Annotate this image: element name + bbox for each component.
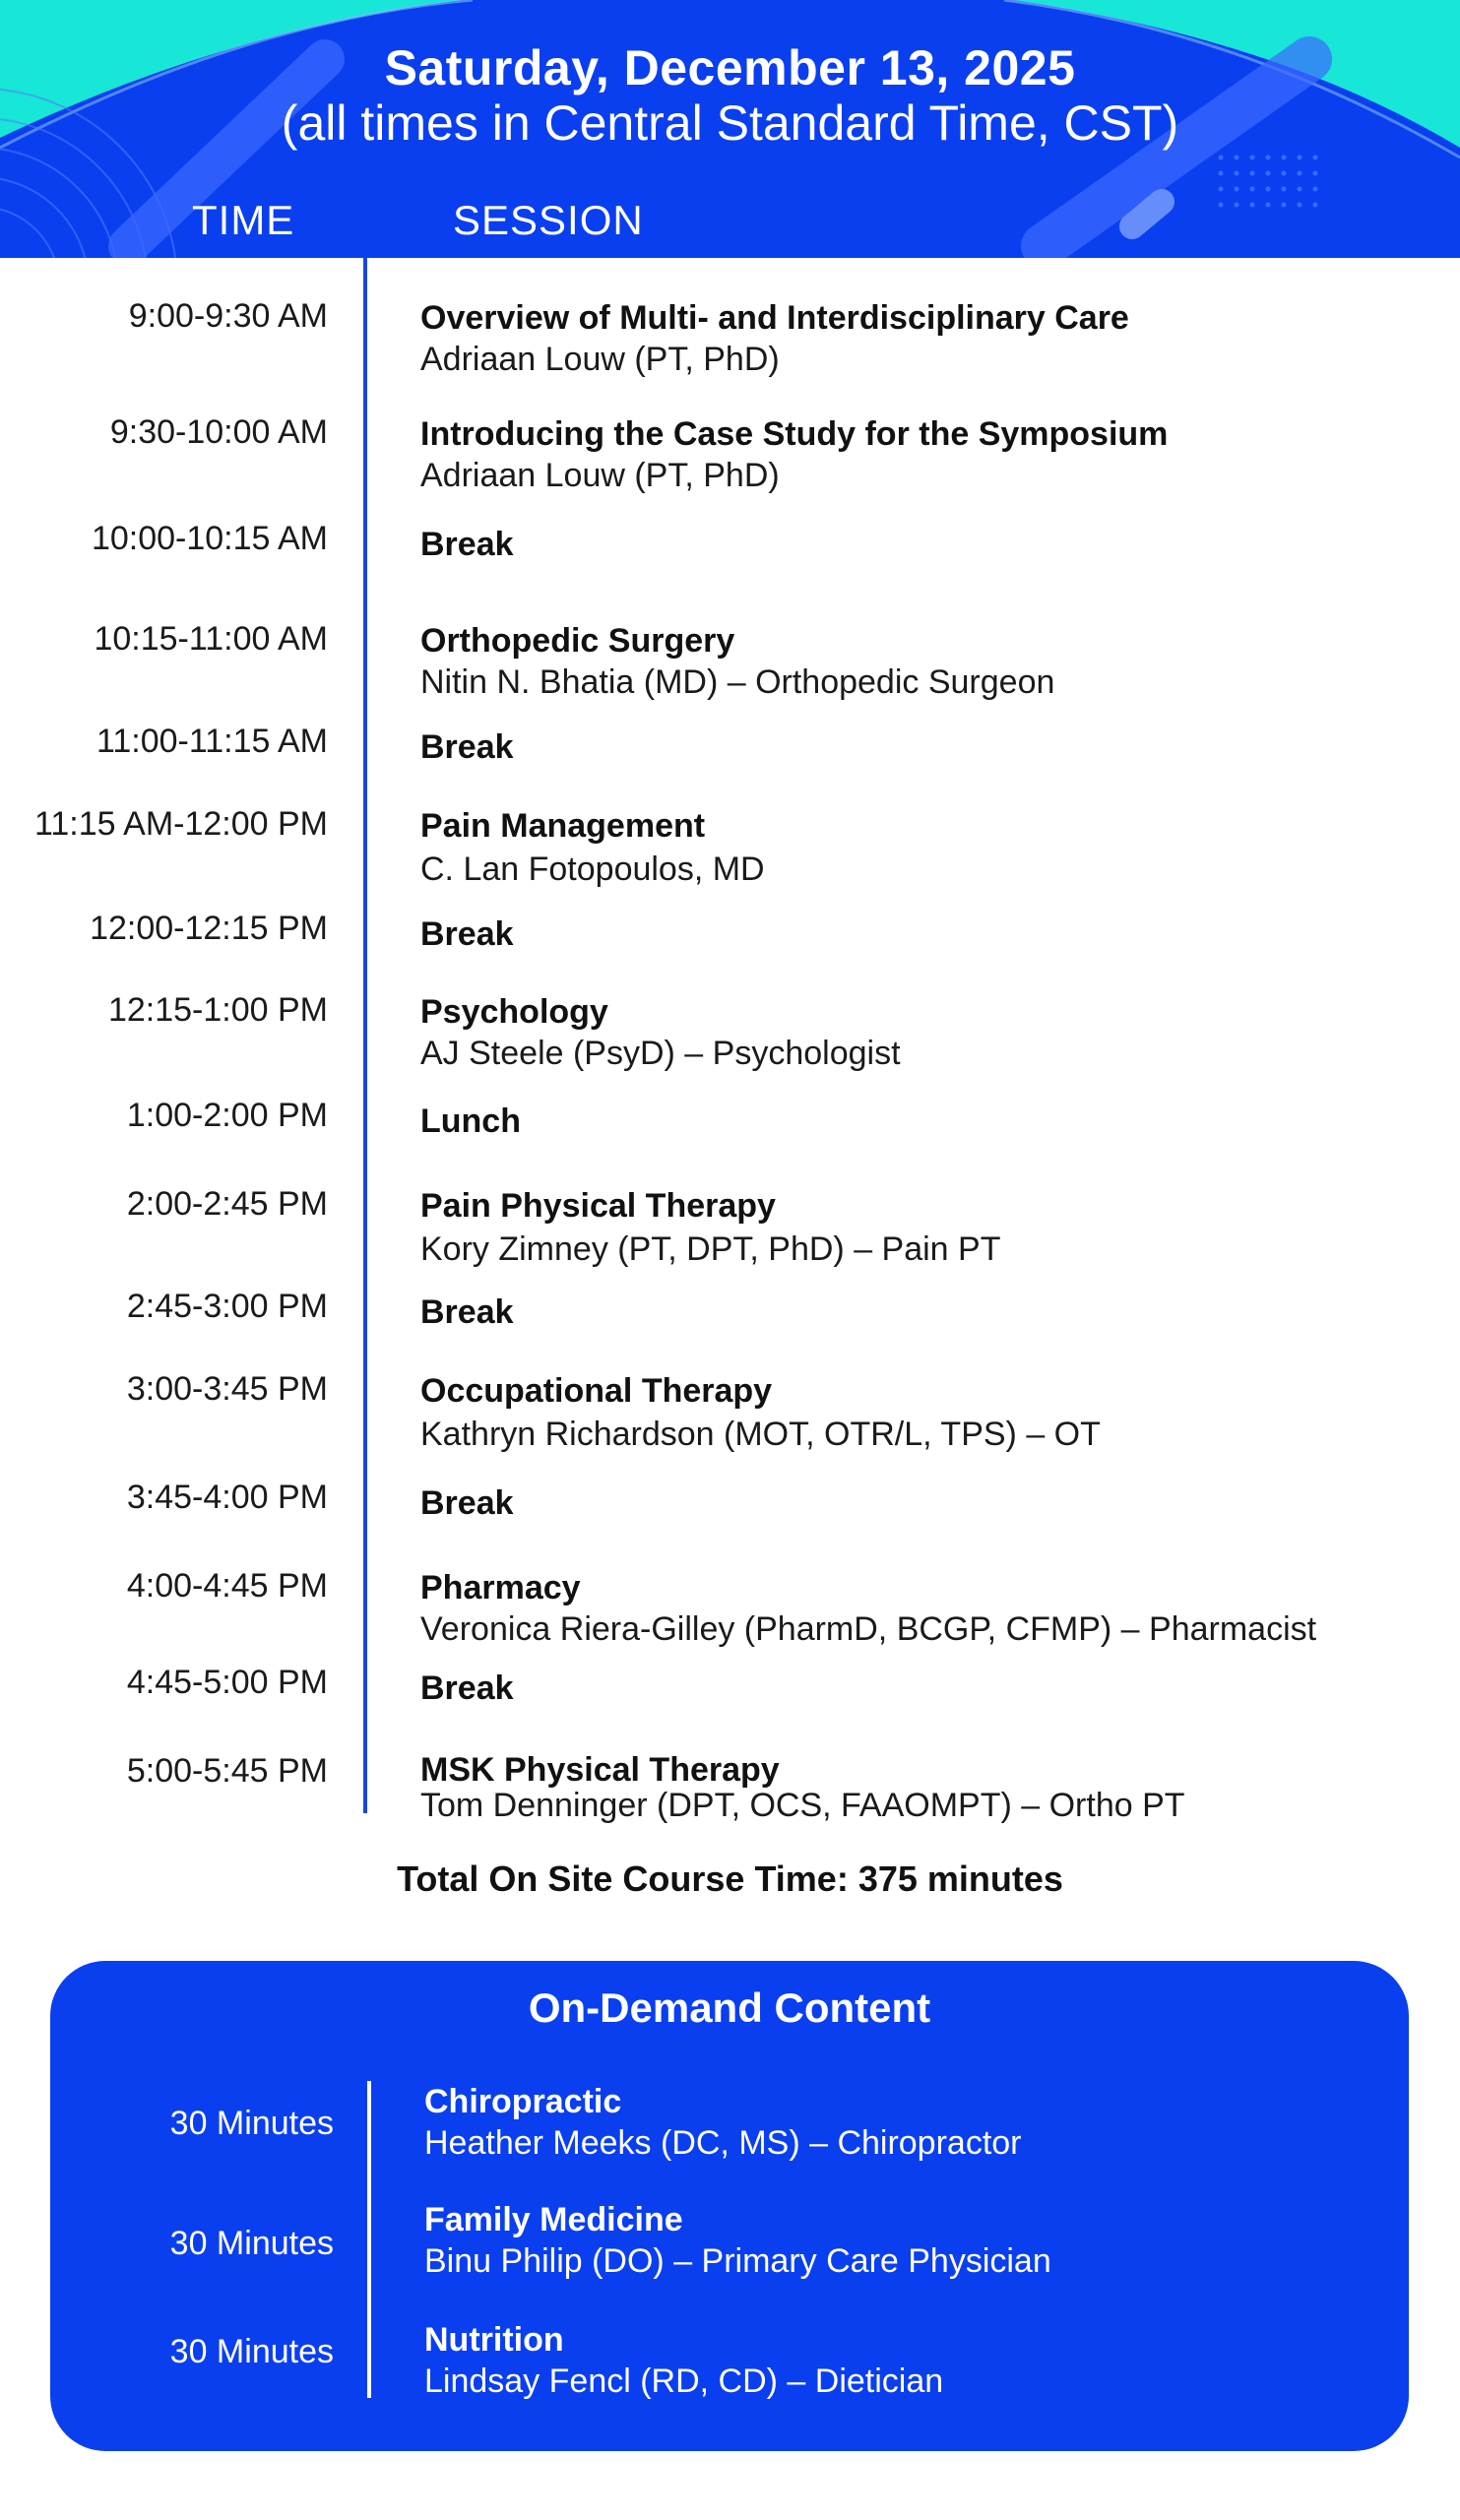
session-info [420, 1370, 1444, 1455]
on-demand-title: On-Demand Content [528, 1984, 931, 2031]
session-info [420, 297, 1444, 380]
session-info [420, 1101, 1444, 1142]
column-header-time: TIME [192, 197, 295, 243]
session-time: 2:00-2:45 PM [126, 1185, 328, 1223]
session-time: 11:15 AM-12:00 PM [34, 805, 328, 843]
session-info [420, 620, 1444, 703]
session-title: Break [420, 1484, 514, 1522]
session-title: Lunch [420, 1102, 521, 1140]
session-speaker: Nitin N. Bhatia (MD) – Orthopedic Surgeon [420, 663, 1055, 701]
session-speaker: AJ Steele (PsyD) – Psychologist [420, 1035, 901, 1072]
session-time: 1:00-2:00 PM [126, 1097, 328, 1134]
session-info [420, 1752, 1444, 1823]
session-info [420, 726, 1444, 768]
on-demand-duration: 30 Minutes [169, 2105, 334, 2142]
session-time: 3:00-3:45 PM [126, 1370, 328, 1408]
session-title: Occupational Therapy [420, 1372, 773, 1410]
session-title: Orthopedic Surgery [420, 622, 735, 660]
session-title: Introducing the Case Study for the Symposium [420, 415, 1169, 453]
session-time: 11:00-11:15 AM [95, 723, 328, 760]
schedule-list [0, 258, 1460, 1824]
column-header-session: SESSION [453, 197, 644, 243]
session-speaker: Kathryn Richardson (MOT, OTR/L, TPS) – OT [420, 1416, 1101, 1453]
session-title: Break [420, 728, 514, 766]
on-demand-info [424, 2319, 943, 2402]
on-demand-item-speaker: Lindsay Fencl (RD, CD) – Dietician [424, 2362, 944, 2400]
session-title: MSK Physical Therapy [420, 1751, 780, 1789]
session-time: 12:15-1:00 PM [107, 991, 328, 1029]
session-time: 10:15-11:00 AM [94, 620, 328, 658]
on-demand-duration: 30 Minutes [169, 2225, 334, 2262]
on-demand-info [424, 2081, 1022, 2164]
session-info [420, 1482, 1444, 1524]
on-demand-info [424, 2199, 1051, 2282]
session-time: 9:30-10:00 AM [109, 413, 328, 451]
on-demand-item-title: Chiropractic [424, 2083, 622, 2120]
session-title: Break [420, 915, 514, 953]
session-speaker: Veronica Riera-Gilley (PharmD, BCGP, CFMP) – Pharmacist [420, 1610, 1317, 1648]
header-banner [0, 0, 1460, 258]
session-speaker: Adriaan Louw (PT, PhD) [420, 341, 780, 378]
total-course-time: Total On Site Course Time: 375 minutes [397, 1858, 1063, 1899]
session-title: Pain Management [420, 807, 706, 845]
session-title: Psychology [420, 993, 608, 1031]
session-info [420, 413, 1444, 496]
session-info [420, 805, 1444, 890]
schedule-divider [363, 258, 367, 1813]
session-speaker: Adriaan Louw (PT, PhD) [420, 457, 780, 494]
session-time: 2:45-3:00 PM [126, 1288, 328, 1325]
on-demand-item-speaker: Heather Meeks (DC, MS) – Chiropractor [424, 2124, 1022, 2162]
session-time: 5:00-5:45 PM [126, 1752, 328, 1790]
on-demand-panel [50, 1961, 1409, 2451]
session-title: Break [420, 1670, 514, 1707]
session-info [420, 914, 1444, 955]
on-demand-item-title: Family Medicine [424, 2201, 683, 2238]
session-title: Break [420, 526, 514, 563]
session-info [420, 1668, 1444, 1709]
session-time: 3:45-4:00 PM [126, 1479, 328, 1516]
session-time: 4:45-5:00 PM [126, 1664, 328, 1701]
session-info [420, 524, 1444, 565]
session-title: Pharmacy [420, 1569, 581, 1606]
session-time: 10:00-10:15 AM [91, 520, 328, 557]
session-info [420, 1567, 1444, 1650]
session-info [420, 991, 1444, 1074]
event-date: Saturday, December 13, 2025 [384, 40, 1076, 95]
session-speaker: Tom Denninger (DPT, OCS, FAAOMPT) – Ortho PT [420, 1787, 1185, 1824]
on-demand-item-speaker: Binu Philip (DO) – Primary Care Physician [424, 2242, 1051, 2280]
session-info [420, 1185, 1444, 1270]
session-info [420, 1292, 1444, 1333]
session-title: Pain Physical Therapy [420, 1187, 776, 1225]
on-demand-divider [367, 2081, 371, 2398]
session-time: 9:00-9:30 AM [128, 297, 328, 335]
timezone-note: (all times in Central Standard Time, CST) [281, 95, 1179, 151]
session-speaker: C. Lan Fotopoulos, MD [420, 850, 765, 888]
session-speaker: Kory Zimney (PT, DPT, PhD) – Pain PT [420, 1230, 1001, 1268]
session-time: 4:00-4:45 PM [126, 1567, 328, 1605]
session-title: Overview of Multi- and Interdisciplinary Care [420, 299, 1129, 337]
on-demand-item-title: Nutrition [424, 2321, 564, 2359]
session-time: 12:00-12:15 PM [90, 910, 328, 947]
session-title: Break [420, 1293, 514, 1331]
on-demand-duration: 30 Minutes [169, 2333, 334, 2370]
